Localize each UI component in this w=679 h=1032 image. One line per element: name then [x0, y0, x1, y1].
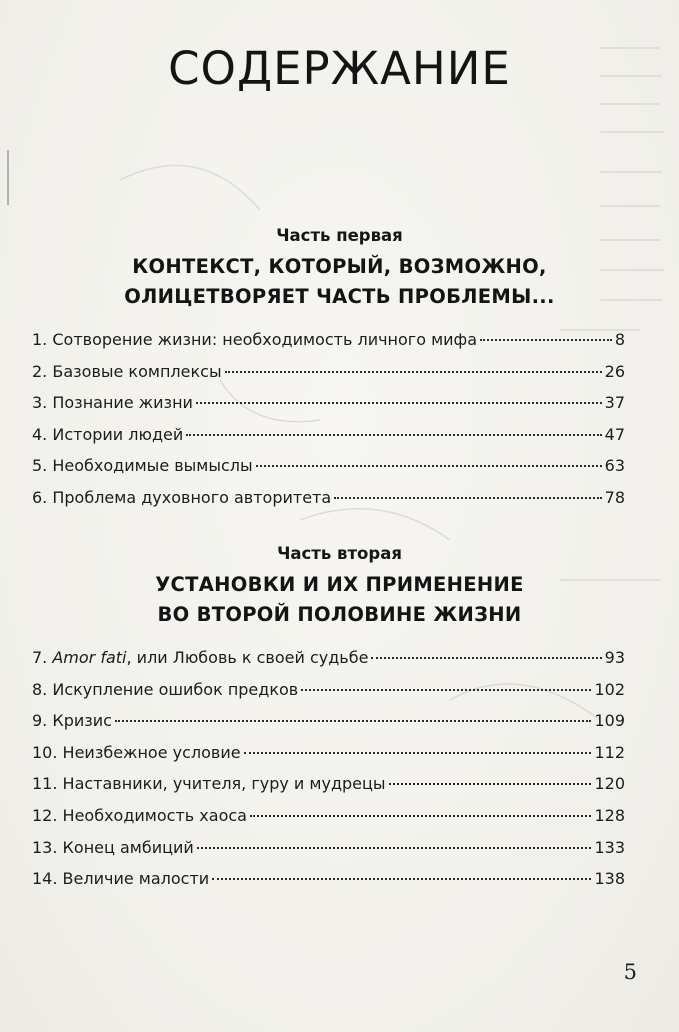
dot-leader [250, 815, 592, 817]
toc-entry-label: 3. Познание жизни [32, 393, 193, 413]
page-title: СОДЕРЖАНИЕ [168, 42, 511, 95]
toc-entry-page: 37 [604, 393, 625, 413]
page-number: 5 [623, 960, 637, 984]
part-one-heading [0, 252, 679, 312]
toc-entry-page: 120 [594, 774, 625, 794]
dot-leader [256, 465, 602, 467]
toc-entry[interactable] [32, 806, 625, 838]
toc-entry[interactable] [32, 330, 625, 362]
toc-entry[interactable] [32, 711, 625, 743]
toc-entry[interactable] [32, 869, 625, 901]
part-two-heading [0, 570, 679, 630]
dot-leader [389, 783, 592, 785]
toc-entry-page: 133 [594, 837, 625, 857]
toc-entry[interactable] [32, 425, 625, 457]
toc-entry[interactable] [32, 774, 625, 806]
toc-entry-page: 109 [594, 711, 625, 731]
dot-leader [197, 847, 592, 849]
toc-entry[interactable] [32, 456, 625, 488]
toc-entry-page: 112 [594, 742, 625, 762]
part-two-heading-line-1: УСТАНОВКИ И ИХ ПРИМЕНЕНИЕ [155, 573, 524, 596]
toc-entry[interactable] [32, 488, 625, 520]
dot-leader [212, 878, 591, 880]
dot-leader [196, 402, 602, 404]
toc-entry-label: 1. Сотворение жизни: необходимость личного мифа [32, 330, 478, 349]
dot-leader [371, 657, 601, 659]
part-one-heading-line-1: КОНТЕКСТ, КОТОРЫЙ, ВОЗМОЖНО, [132, 255, 547, 278]
part-two-toc-list [32, 648, 625, 901]
toc-entry-page: 138 [594, 869, 625, 889]
toc-entry[interactable] [32, 680, 625, 712]
toc-entry-label: 6. Проблема духовного авторитета [32, 487, 332, 507]
toc-entry-label: 14. Величие малости [32, 869, 210, 889]
part-two-heading-line-2: ВО ВТОРОЙ ПОЛОВИНЕ ЖИЗНИ [157, 603, 522, 626]
toc-entry-label: 12. Необходимость хаоса [32, 805, 247, 825]
toc-entry[interactable] [32, 362, 625, 394]
toc-entry-italic-title: Amor fati [52, 648, 127, 667]
toc-entry-label: 13. Конец амбиций [32, 837, 194, 857]
toc-entry[interactable] [32, 743, 625, 775]
dot-leader [480, 339, 612, 341]
toc-entry-label: 9. Кризис [32, 711, 112, 731]
part-one-toc-list [32, 330, 625, 520]
toc-entry-label: 10. Неизбежное условие [32, 742, 241, 762]
dot-leader [186, 434, 601, 436]
toc-entry-page: 63 [604, 456, 625, 476]
dot-leader [225, 371, 602, 373]
toc-entry-label: 7. Amor fati, или Любовь к своей судьбе [32, 648, 369, 667]
toc-entry-page: 78 [604, 487, 625, 507]
toc-entry-label: 8. Искупление ошибок предков [32, 679, 299, 699]
toc-entry[interactable] [32, 393, 625, 425]
part-one-heading-line-2: ОЛИЦЕТВОРЯЕТ ЧАСТЬ ПРОБЛЕМЫ... [124, 285, 555, 308]
toc-entry-label: 5. Необходимые вымыслы [32, 456, 253, 476]
toc-entry-page: 128 [594, 805, 625, 825]
toc-entry-page: 26 [604, 361, 625, 381]
toc-entry-page: 102 [594, 679, 625, 699]
toc-entry-page: 8 [614, 330, 625, 349]
dot-leader [244, 752, 592, 754]
toc-entry-page: 93 [604, 648, 625, 667]
toc-entry-page: 47 [604, 424, 625, 444]
toc-entry-label: 4. Истории людей [32, 424, 184, 444]
dot-leader [334, 497, 601, 499]
dot-leader [301, 689, 591, 691]
dot-leader [115, 720, 591, 722]
toc-entry[interactable] [32, 838, 625, 870]
toc-entry[interactable] [32, 648, 625, 680]
part-two-label: Часть вторая [277, 544, 402, 563]
toc-entry-label: 2. Базовые комплексы [32, 361, 222, 381]
toc-entry-label: 11. Наставники, учителя, гуру и мудрецы [32, 774, 386, 794]
part-one-label: Часть первая [276, 226, 403, 245]
